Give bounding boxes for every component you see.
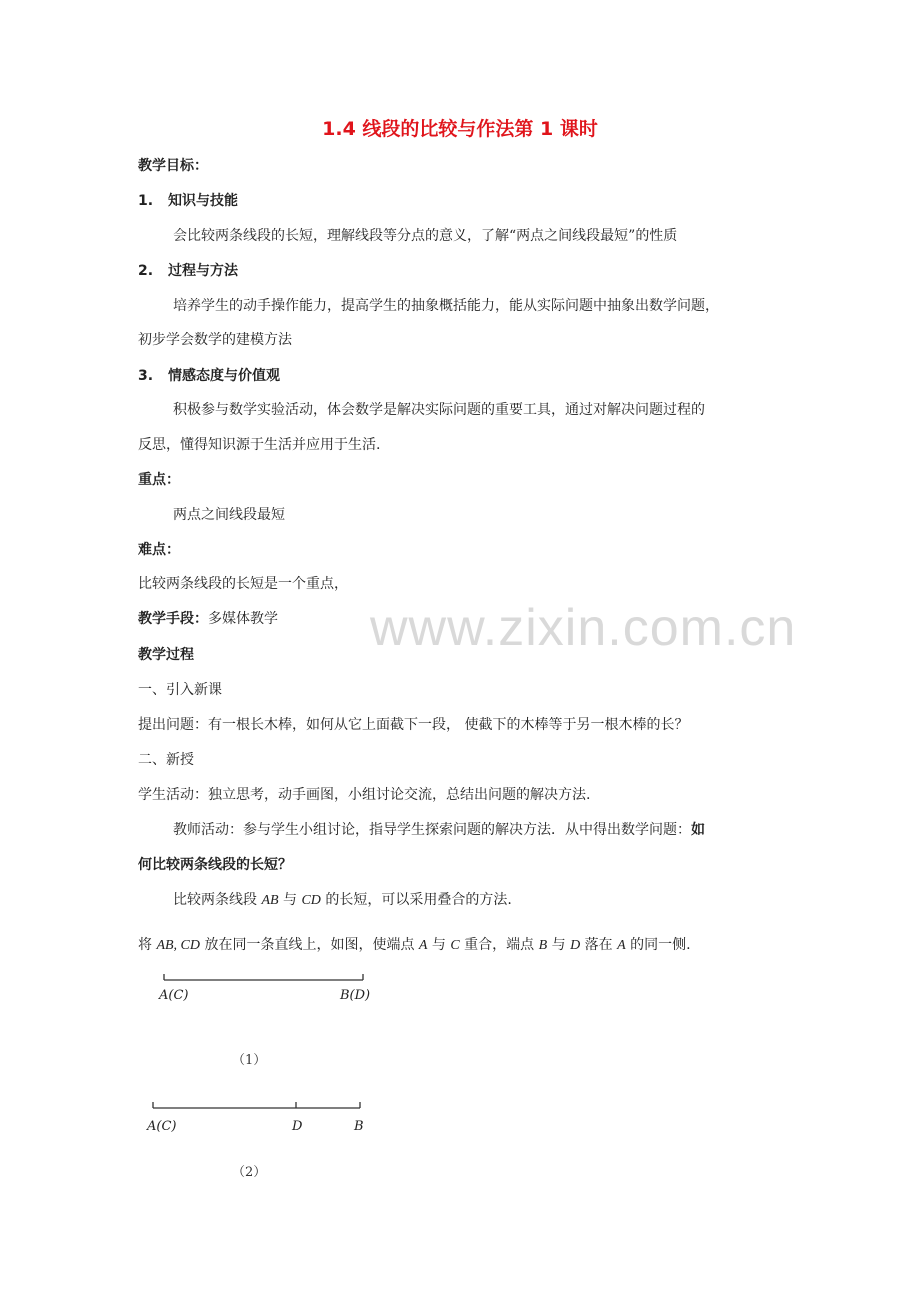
- section-1-question: 提出问题：有一根长木棒，如何从它上面截下一段， 使截下的木棒等于另一根木棒的长？: [138, 717, 689, 733]
- teaching-process-label: 教学过程: [138, 647, 194, 663]
- difficulty-text: 比较两条线段的长短是一个重点，: [138, 576, 348, 592]
- watermark: www.zixin.com.cn: [370, 599, 797, 657]
- page-title: 1.4 线段的比较与作法第 1 课时: [322, 118, 598, 140]
- compare-text-part: 比较两条线段: [173, 892, 262, 908]
- objective-3-number: 3.: [138, 368, 154, 384]
- section-2-heading: 二、新授: [138, 752, 194, 768]
- student-activity: 学生活动：独立思考，动手画图，小组讨论交流，总结出问题的解决方法.: [138, 787, 591, 803]
- figure-2-mid-label: D: [292, 1119, 303, 1134]
- difficulty-label: 难点：: [138, 542, 180, 558]
- figure-1-right-label: B(D): [340, 988, 371, 1003]
- teacher-activity-text: 教师活动：参与学生小组讨论，指导学生探索问题的解决方法．从中得出数学问题：: [173, 822, 691, 838]
- point-b-symbol: B: [538, 938, 548, 953]
- placement-text-part: 放在同一条直线上，如图，使端点: [200, 937, 419, 953]
- placement-text-part: 将: [138, 937, 157, 953]
- teaching-means-text: 多媒体教学: [208, 611, 278, 627]
- point-a-symbol: A: [617, 938, 626, 953]
- objectives-label: 教学目标：: [138, 158, 208, 174]
- key-point-label: 重点：: [138, 472, 180, 488]
- placement-text-part: 与: [547, 937, 571, 953]
- placement-text-part: 重合，端点: [459, 937, 539, 953]
- segment-ab-symbol: AB: [261, 893, 279, 908]
- teacher-activity-question-start: 如: [691, 822, 705, 838]
- objective-1-number: 1.: [138, 193, 154, 209]
- point-a-symbol: A: [418, 938, 428, 953]
- figure-1-segment: [164, 974, 363, 980]
- objective-3-text-line2: 反思，懂得知识源于生活并应用于生活.: [138, 437, 381, 453]
- teacher-activity-question: 何比较两条线段的长短？: [138, 857, 292, 873]
- placement-text-part: 的同一侧.: [625, 937, 691, 953]
- figure-2-segment: [153, 1102, 360, 1108]
- objective-1-text: 会比较两条线段的长短，理解线段等分点的意义，了解“两点之间线段最短”的性质: [173, 228, 678, 244]
- objective-2-number: 2.: [138, 263, 154, 279]
- point-c-symbol: C: [450, 938, 460, 953]
- section-1-heading: 一、引入新课: [138, 682, 222, 698]
- objective-1-title: 知识与技能: [168, 193, 238, 209]
- placement-text-part: 与: [427, 937, 451, 953]
- figure-2-left-label: A(C): [147, 1119, 177, 1134]
- figure-2-right-label: B: [354, 1119, 364, 1134]
- objective-3-text-line1: 积极参与数学实验活动，体会数学是解决实际问题的重要工具，通过对解决问题过程的: [173, 402, 705, 418]
- teaching-means-label: 教学手段：: [138, 611, 208, 627]
- objective-2-text-line1: 培养学生的动手操作能力，提高学生的抽象概括能力，能从实际问题中抽象出数学问题，: [173, 298, 719, 314]
- objective-2-title: 过程与方法: [168, 263, 238, 279]
- objective-3-title: 情感态度与价值观: [168, 368, 280, 384]
- key-point-text: 两点之间线段最短: [173, 507, 285, 523]
- objective-2-text-line2: 初步学会数学的建模方法: [138, 332, 292, 348]
- compare-text-part: 与: [278, 892, 302, 908]
- figure-1-caption: （1）: [232, 1053, 267, 1068]
- figure-1-left-label: A(C): [159, 988, 189, 1003]
- compare-text-part: 的长短，可以采用叠合的方法.: [320, 892, 512, 908]
- segment-cd-symbol: CD: [301, 893, 321, 908]
- placement-text-part: 落在: [580, 937, 618, 953]
- figure-2-caption: （2）: [232, 1165, 267, 1180]
- point-d-symbol: D: [570, 938, 581, 953]
- segments-symbol: AB, CD: [156, 938, 201, 953]
